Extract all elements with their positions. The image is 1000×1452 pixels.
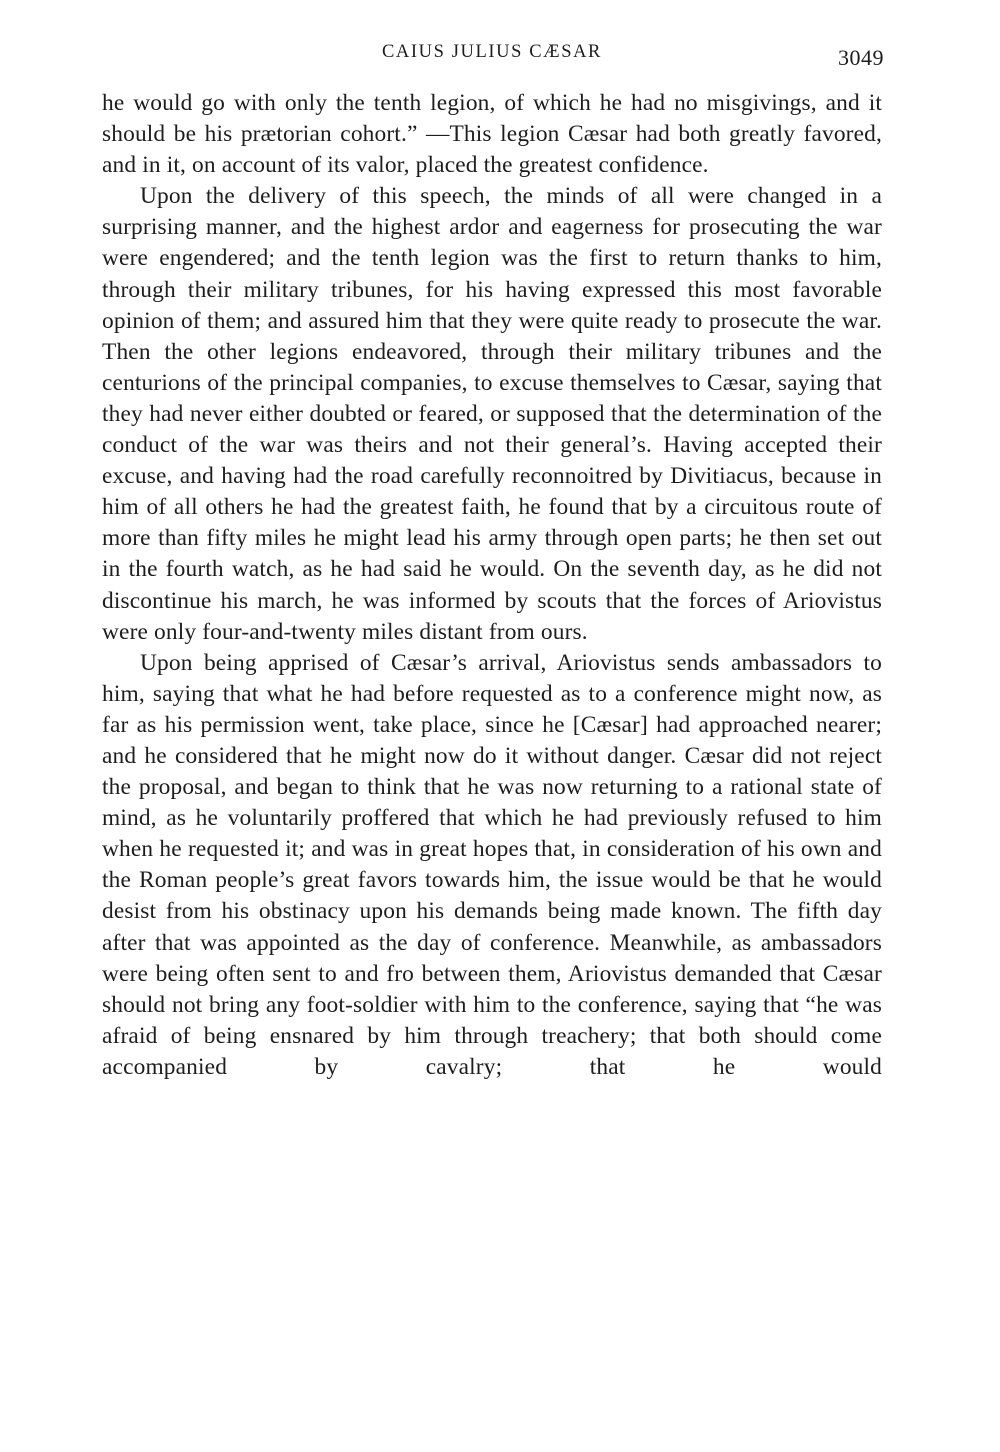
paragraph-ariovistus-conference: Upon being apprised of Cæsar’s arrival, Ariovistus sends ambassadors to him, saying that what he had before requested as to a conference might now, as far as his permission went, take place, since he [Cæsar] had approached nearer; and he considered that he might now do it without danger. Cæsar did not reject the proposal, and began to think that he was now returning to a rational state of mind, as he voluntarily proffered that which he had previously refused to him when he requested it; and was in great hopes that, in consideration of his own and the Roman people’s great favors towards him, the issue would be that he would desist from his obstinacy upon his demands being made known. The fifth day after that was appointed as the day of conference. Meanwhile, as ambassadors were being often sent to and fro between them, Ariovistus demanded that Cæsar should not bring any foot-soldier with him to the conference, saying that “he was afraid of being ensnared by him through treachery; that both should come accompanied by cavalry; that he would: [102, 649, 882, 1080]
paragraph-speech-effect: Upon the delivery of this speech, the minds of all were changed in a surprising manner, and the highest ardor and eagerness for prosecuting the war were engendered; and the tenth legion was the first to return thanks to him, through their military tribunes, for his having expressed this most favorable opinion of them; and assured him that they were quite ready to prosecute the war. Then the other legions endeavored, through their military tribunes and the centurions of the principal companies, to excuse themselves to Cæsar, saying that they had never either doubted or feared, or supposed that the determination of the conduct of the war was theirs and not their general’s. Having accepted their excuse, and having had the road carefully reconnoitred by Divitiacus, because in him of all others he had the greatest faith, he found that by a circuitous route of more than fifty miles he might lead his army through open parts; he then set out in the fourth watch, as he had said he would. On the seventh day, as he did not discontinue his march, he was informed by scouts that the forces of Ariovistus were only four-and-twenty miles distant from ours.: [102, 183, 882, 645]
paragraph-continuation: he would go with only the tenth legion, of which he had no misgivings, and it should be his prætorian cohort.” —This legion Cæsar had both greatly favored, and in it, on account of its valor, placed the greatest confidence.: [102, 90, 882, 179]
page-number: 3049: [838, 45, 884, 70]
body-text: [102, 88, 882, 1083]
running-title: CAIUS JULIUS CÆSAR: [381, 42, 602, 62]
running-head: [102, 40, 882, 70]
